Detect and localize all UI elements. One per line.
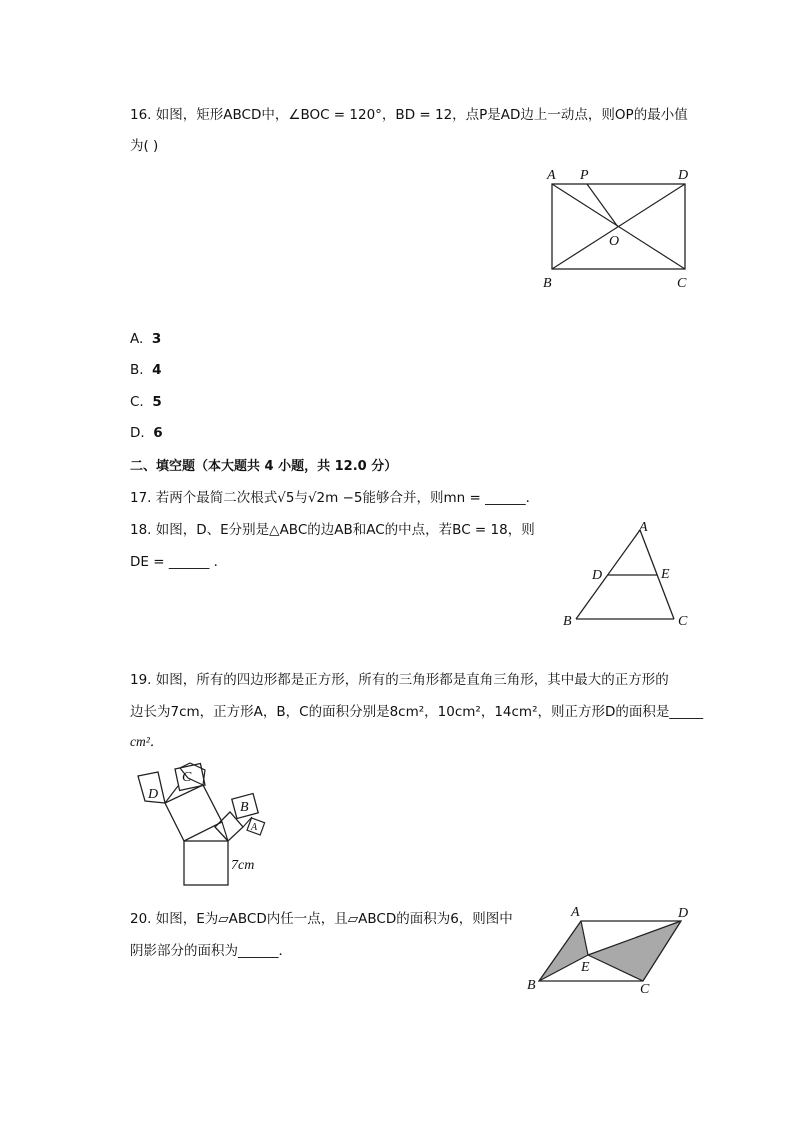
label-O: O: [609, 234, 620, 249]
q18-triangle-figure: [560, 518, 700, 633]
option-a: A. 3: [130, 331, 162, 347]
q19-stem-line1: 19. 如图，所有的四边形都是正方形，所有的三角形都是直角三角形，其中最大的正方形的: [130, 672, 669, 688]
label-A: A: [251, 822, 258, 833]
label-C: C: [640, 982, 650, 997]
label-A: A: [639, 520, 648, 535]
label-E: E: [661, 567, 670, 582]
q20-parallelogram-figure: [525, 903, 700, 998]
q18-stem-line2: DE = ______ ．: [130, 554, 228, 570]
label-A: A: [547, 168, 556, 183]
label-B: B: [563, 614, 572, 629]
q16-stem-line1: 16. 如图，矩形ABCD中，∠BOC = 120°，BD = 12，点P是AD边上一动点，则OP的最小值: [130, 107, 688, 123]
label-P: P: [580, 168, 589, 183]
label-C: C: [678, 614, 688, 629]
q16-rectangle-figure: [540, 165, 700, 295]
option-b: B. 4: [130, 362, 162, 378]
label-D: D: [148, 787, 159, 802]
q20-stem-line1: 20. 如图，E为▱ABCD内任一点，且▱ABCD的面积为6，则图中: [130, 911, 513, 927]
q19-stem-line2: 边长为7cm，正方形A，B，C的面积分别是8cm²，10cm²，14cm²，则正方形D的面积是_____: [130, 704, 704, 720]
label-side: 7cm: [231, 858, 255, 873]
label-B: B: [543, 276, 552, 291]
label-C: C: [677, 276, 687, 291]
label-A: A: [571, 905, 580, 920]
q16-stem-line2: 为( ): [130, 138, 159, 154]
label-C: C: [182, 770, 192, 785]
section-heading: 二、填空题（本大题共 4 小题，共 12.0 分）: [130, 459, 398, 474]
q17-stem: 17. 若两个最简二次根式√5与√2m −5能够合并，则mn = ______．: [130, 490, 540, 506]
q20-stem-line2: 阴影部分的面积为______．: [130, 943, 292, 959]
q19-squares-figure: [130, 758, 280, 893]
q18-stem-line1: 18. 如图，D、E分别是△ABC的边AB和AC的中点，若BC = 18，则: [130, 522, 535, 538]
label-B: B: [240, 800, 249, 815]
option-c: C. 5: [130, 394, 162, 410]
label-D: D: [592, 568, 603, 583]
option-d: D. 6: [130, 425, 163, 441]
q19-stem-line3: cm²．: [130, 734, 164, 749]
label-E: E: [581, 960, 590, 975]
label-D: D: [678, 906, 689, 921]
label-D: D: [678, 168, 689, 183]
label-B: B: [527, 978, 536, 993]
